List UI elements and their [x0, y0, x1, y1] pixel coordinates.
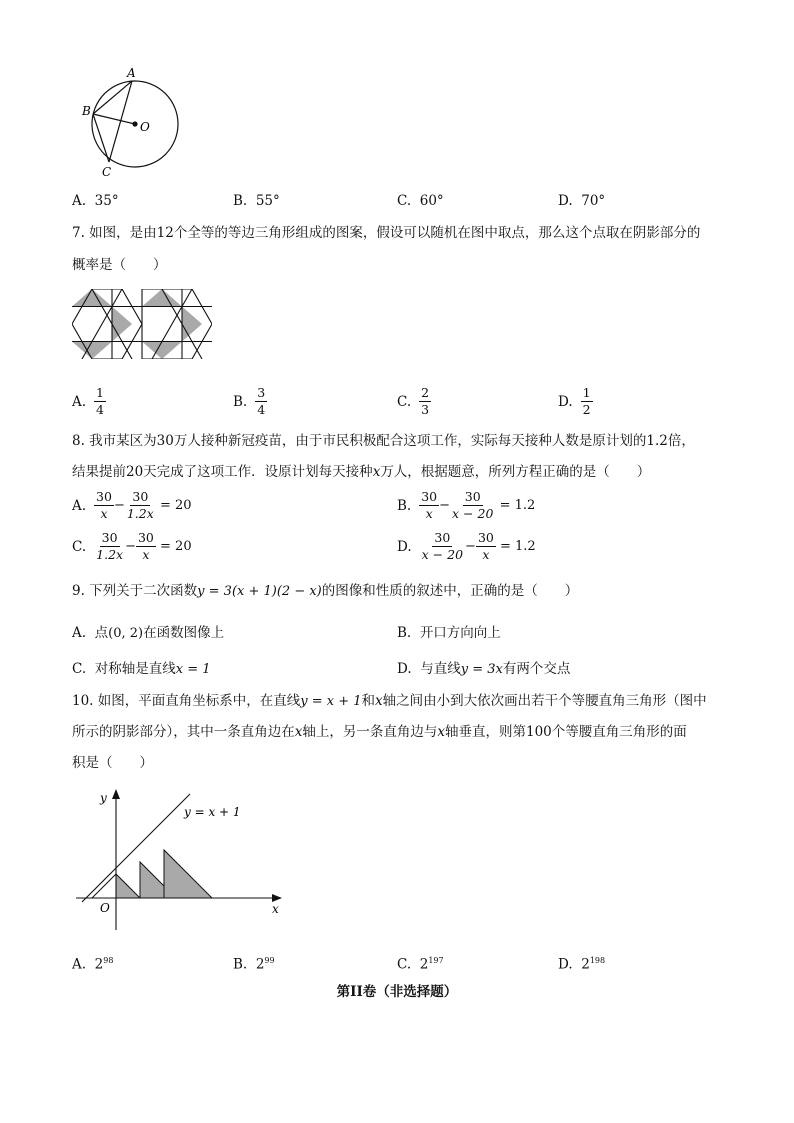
- option-letter: D.: [558, 193, 573, 209]
- text: 的图像和性质的叙述中，正确的是（ ）: [321, 583, 579, 599]
- denominator: 1.2x: [96, 547, 124, 562]
- variable-x: x: [294, 724, 303, 740]
- numerator: 30: [101, 530, 118, 545]
- x-axis-arrow: [272, 894, 282, 902]
- q10-option-d[interactable]: [558, 951, 605, 975]
- variable-x: x: [372, 464, 381, 480]
- equation: [419, 489, 535, 522]
- q6-option-c[interactable]: [397, 191, 444, 211]
- q7-stem-line2: 概率是（ ）: [72, 257, 167, 273]
- q9-option-b[interactable]: [397, 623, 501, 643]
- option-letter: B.: [233, 393, 248, 410]
- option-letter: B.: [397, 497, 412, 514]
- q7-option-c[interactable]: [397, 385, 431, 418]
- denominator: x: [142, 547, 150, 562]
- q7-option-a[interactable]: [72, 385, 106, 418]
- rhs: = 1.2: [499, 539, 536, 554]
- option-letter: C.: [397, 193, 412, 209]
- option-letter: B.: [233, 956, 248, 973]
- triangle-1: [116, 874, 140, 898]
- q7-option-d[interactable]: [558, 385, 593, 418]
- center-point: [132, 121, 137, 126]
- option-text: 70°: [581, 193, 606, 209]
- option-letter: C.: [72, 538, 87, 555]
- fraction: [419, 385, 431, 418]
- denominator: x: [425, 506, 433, 521]
- q8-stem-line2: [72, 462, 650, 482]
- base: 2: [255, 956, 265, 973]
- numerator: 30: [137, 530, 154, 545]
- text: 10. 如图，平面直角坐标系中，在直线: [72, 693, 301, 709]
- q9-option-d[interactable]: [397, 659, 570, 680]
- option-letter: D.: [558, 393, 573, 410]
- formula: y = 3(x + 1)(2 − x): [197, 584, 322, 599]
- fraction: [94, 385, 106, 418]
- q8-option-a[interactable]: [72, 489, 192, 522]
- option-text: 35°: [94, 193, 119, 209]
- variable-x: x: [375, 693, 383, 709]
- option-math: (0, 2): [108, 626, 144, 641]
- denominator: 3: [421, 402, 430, 417]
- text: 结果提前20天完成了这项工作．设原计划每天接种: [72, 464, 373, 480]
- denominator: x: [482, 547, 490, 562]
- option-letter: A.: [72, 956, 87, 973]
- x-axis-label: x: [272, 902, 279, 916]
- q10-option-a[interactable]: [72, 951, 113, 975]
- text: 轴之间由小到大依次画出若干个等腰直角三角形（图中: [382, 693, 707, 709]
- operator: −: [439, 498, 451, 513]
- q10-graph-figure: [72, 786, 292, 936]
- option-letter: A.: [72, 193, 87, 209]
- operator: −: [113, 498, 125, 513]
- q10-stem-line3: 积是（ ）: [72, 755, 153, 771]
- numerator: 30: [421, 489, 438, 504]
- denominator: 2: [582, 402, 591, 417]
- rhs: = 20: [159, 498, 192, 513]
- q8-option-d[interactable]: [397, 530, 536, 563]
- denominator: 4: [96, 402, 104, 417]
- q9-option-c[interactable]: [72, 659, 211, 680]
- chord-ac: [109, 81, 132, 162]
- numerator: 30: [464, 489, 481, 504]
- numerator: 3: [257, 385, 266, 400]
- exponent: 98: [103, 956, 114, 965]
- triangle-3: [164, 850, 212, 898]
- option-text: 60°: [419, 193, 444, 209]
- numerator: 1: [96, 385, 104, 400]
- radius-bo: [93, 114, 135, 124]
- exponent: 197: [428, 956, 444, 965]
- q8-option-c[interactable]: [72, 530, 192, 563]
- base: 2: [419, 956, 429, 973]
- formula: y = x + 1: [300, 694, 362, 709]
- option-text: 在函数图像上: [143, 625, 225, 641]
- text: 和: [361, 693, 376, 709]
- base: 2: [581, 956, 590, 973]
- text: 轴上，另一条直角边与: [302, 724, 438, 740]
- fraction: [255, 385, 267, 418]
- denominator: x − 20: [421, 547, 464, 562]
- chord-ab: [93, 81, 132, 114]
- y-axis-arrow: [112, 789, 120, 799]
- option-text: 55°: [255, 193, 280, 209]
- label-a: A: [127, 66, 136, 80]
- chord-bc: [93, 114, 109, 162]
- q8-stem-line1: 8. 我市某区为30万人接种新冠疫苗，由于市民积极配合这项工作，实际每天接种人数是原计划的1.2倍，: [72, 433, 695, 449]
- option-text: 开口方向向上: [419, 625, 501, 641]
- section-title: 第II卷（非选择题）: [336, 984, 458, 1000]
- q10-stem-line2: [72, 722, 687, 742]
- origin-label: O: [100, 901, 110, 915]
- option-letter: C.: [397, 393, 412, 410]
- q6-option-d[interactable]: [558, 191, 605, 211]
- exponent: 198: [589, 956, 606, 965]
- denominator: 4: [257, 402, 266, 417]
- option-math: y = 3x: [460, 662, 503, 677]
- option-text: 与直线: [420, 661, 461, 677]
- option-letter: D.: [397, 661, 412, 677]
- option-math: x = 1: [175, 662, 211, 677]
- q10-option-c[interactable]: [397, 951, 444, 975]
- label-b: B: [82, 104, 91, 118]
- numerator: 30: [96, 489, 112, 504]
- q9-stem: [72, 581, 578, 602]
- q6-option-a[interactable]: [72, 191, 119, 211]
- numerator: 30: [132, 489, 149, 504]
- numerator: 2: [421, 385, 430, 400]
- q6-circle-figure: [78, 62, 188, 180]
- q9-option-a[interactable]: [72, 623, 224, 644]
- option-letter: C.: [72, 661, 87, 677]
- line-label: y = x + 1: [184, 805, 241, 819]
- equation: [420, 530, 536, 563]
- q6-option-b[interactable]: [233, 191, 280, 211]
- label-o: O: [140, 120, 150, 134]
- q10-stem-line1: [72, 691, 707, 712]
- base: 2: [94, 956, 104, 973]
- text: 9. 下列关于二次函数: [72, 583, 198, 599]
- numerator: 30: [434, 530, 451, 545]
- fraction: [581, 385, 593, 418]
- equation: [94, 489, 191, 522]
- numerator: 1: [582, 385, 591, 400]
- option-letter: C.: [397, 956, 412, 973]
- option-letter: A.: [72, 393, 87, 410]
- q8-option-b[interactable]: [397, 489, 535, 522]
- denominator: x − 20: [452, 506, 494, 521]
- equation: [94, 530, 191, 563]
- option-letter: B.: [397, 625, 412, 641]
- text: 轴垂直，则第100个等腰直角三角形的面: [445, 724, 687, 740]
- q7-stem-line1: 7. 如图，是由12个全等的等边三角形组成的图案，假设可以随机在图中取点，那么这个点取在阴影部分的: [72, 225, 701, 241]
- operator: −: [125, 539, 136, 554]
- rhs: = 20: [160, 539, 192, 554]
- text: 所示的阴影部分），其中一条直角边在: [72, 724, 295, 740]
- exponent: 99: [264, 956, 275, 965]
- option-text: 对称轴是直线: [94, 661, 176, 677]
- q7-triangle-figure: [72, 289, 212, 359]
- variable-x: x: [437, 724, 445, 740]
- denominator: 1.2x: [126, 506, 154, 521]
- denominator: x: [100, 506, 108, 521]
- operator: −: [465, 539, 476, 554]
- option-letter: A.: [72, 497, 87, 514]
- q10-option-b[interactable]: [233, 951, 275, 975]
- option-letter: D.: [397, 538, 412, 555]
- rhs: = 1.2: [499, 498, 536, 513]
- option-letter: D.: [558, 956, 573, 973]
- numerator: 30: [477, 530, 494, 545]
- text: 万人，根据题意，所列方程正确的是（ ）: [380, 464, 651, 480]
- option-text: 点: [94, 625, 109, 641]
- option-letter: A.: [72, 625, 87, 641]
- option-text: 有两个交点: [502, 661, 571, 677]
- q7-option-b[interactable]: [233, 385, 267, 418]
- y-axis-label: y: [100, 791, 107, 805]
- option-letter: B.: [233, 193, 248, 209]
- label-c: C: [102, 165, 112, 179]
- triangle-outline: [92, 874, 116, 898]
